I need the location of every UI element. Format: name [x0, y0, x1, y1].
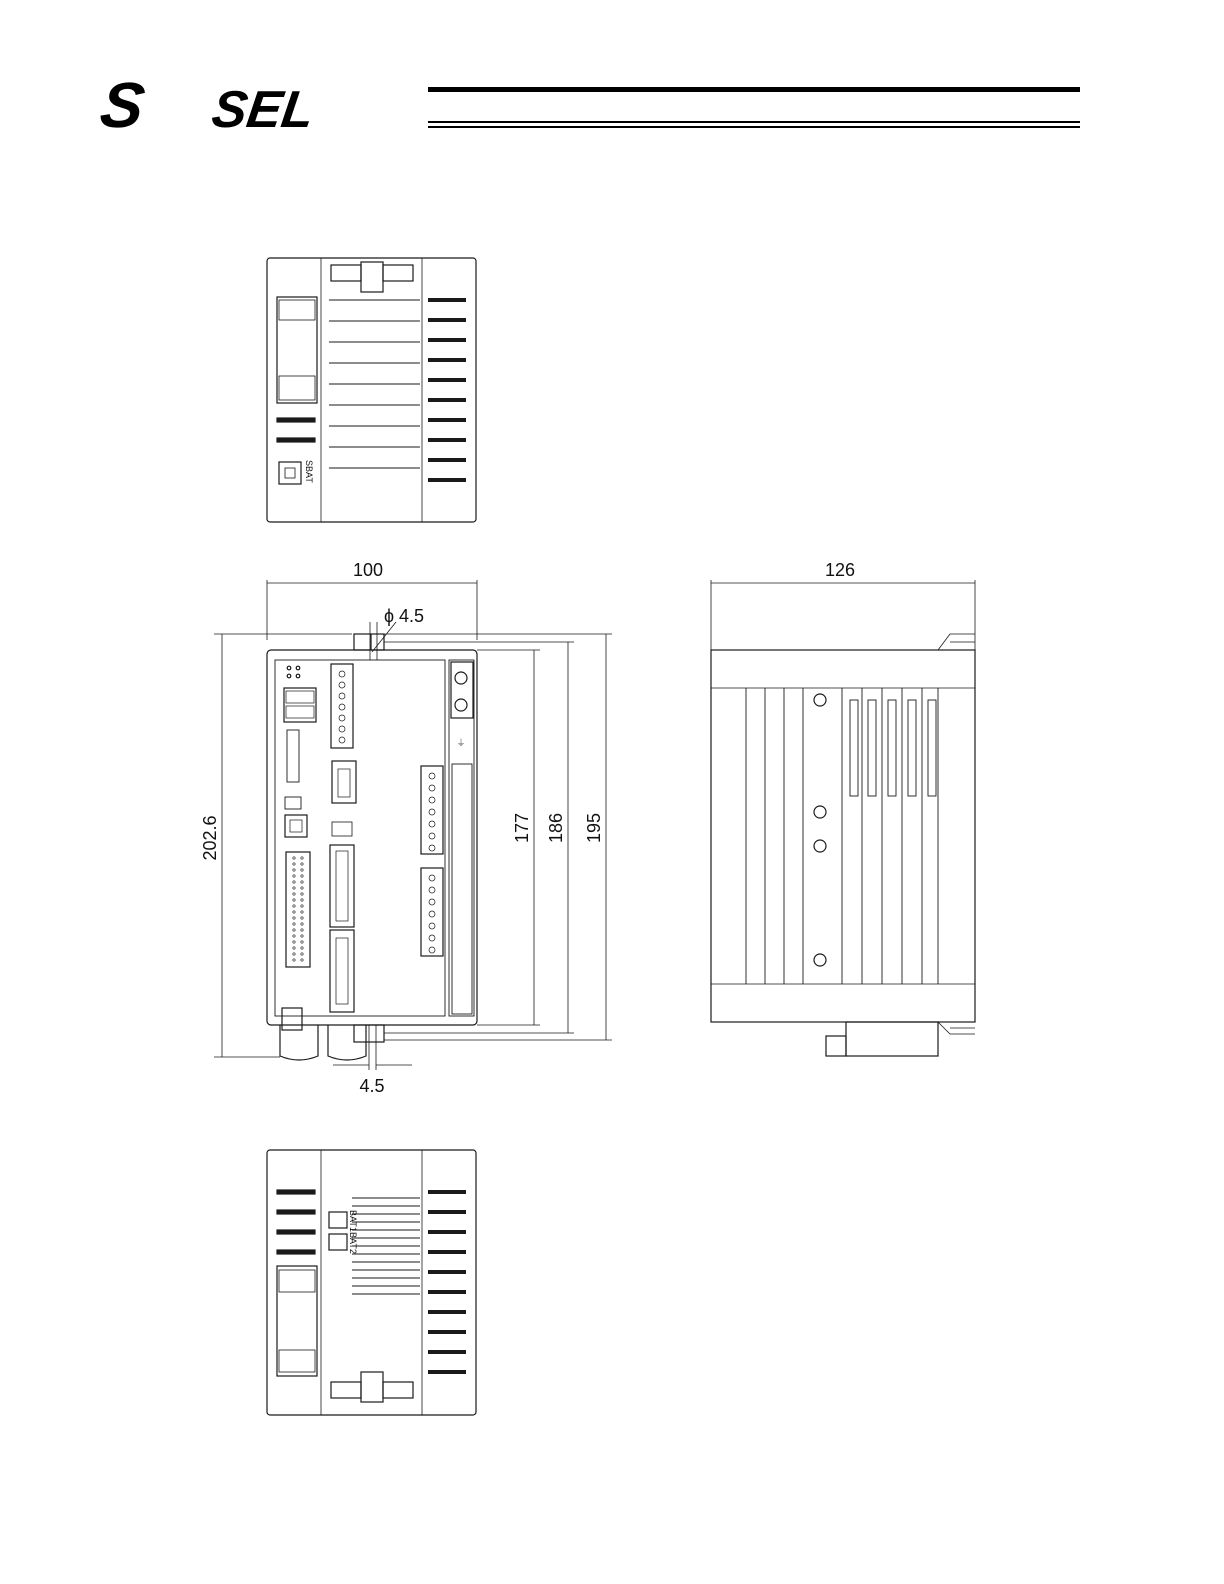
io-pin: [293, 935, 295, 937]
io-pin: [293, 887, 295, 889]
front-motor-terminal: [331, 664, 353, 748]
side-screws: [814, 694, 826, 966]
top-vent-slot: [428, 378, 466, 382]
front-dip-switch: [284, 688, 316, 722]
motor-pin: [339, 682, 345, 688]
io-pin: [293, 863, 295, 865]
io-pin: [301, 923, 303, 925]
top-vent-slot: [428, 478, 466, 482]
io-pin: [301, 881, 303, 883]
front-fuse-holder: [451, 662, 473, 718]
page-header: [96, 69, 1080, 141]
bottom-vent-slot: [428, 1310, 466, 1314]
top-vent-slot: [428, 338, 466, 342]
front-height-dim: 202.6: [200, 815, 220, 861]
front-io-connector: [286, 852, 310, 967]
axis-pin: [429, 797, 435, 803]
front-led-array: [287, 666, 300, 678]
bottom-view: [267, 1150, 476, 1415]
bottom-vent-slot: [428, 1190, 466, 1194]
io-pin: [301, 935, 303, 937]
sbat-label: SBAT: [304, 460, 314, 483]
ground-symbol-icon: ⏚: [456, 738, 466, 748]
io-pin: [301, 899, 303, 901]
io-pin: [301, 887, 303, 889]
front-width-dim: 100: [352, 560, 384, 580]
io-pin: [293, 929, 295, 931]
top-view-outline: [267, 258, 476, 522]
logo-word: SEL: [208, 81, 318, 139]
axis-pin: [429, 935, 435, 941]
io-pin: [301, 857, 303, 859]
bottom-vent-slot: [428, 1330, 466, 1334]
io-pin: [301, 959, 303, 961]
io-pin: [293, 947, 295, 949]
bat1-label: BAT1: [348, 1210, 358, 1232]
io-pin: [301, 893, 303, 895]
motor-pin: [339, 671, 345, 677]
bat2-label: BAT2: [348, 1232, 358, 1254]
axis-pin: [429, 899, 435, 905]
front-encoder-connector-1: [330, 845, 354, 927]
axis-pin: [429, 845, 435, 851]
sbat-connector: [279, 462, 301, 484]
header-rule-thin-1: [428, 121, 1080, 123]
side-depth-dim: 126: [824, 560, 856, 580]
front-encoder-connector-2: [330, 930, 354, 1012]
io-pin: [301, 875, 303, 877]
front-dim-195: 195: [584, 812, 604, 844]
io-pin: [301, 863, 303, 865]
top-vent-slot: [428, 398, 466, 402]
io-pin: [293, 953, 295, 955]
io-pin: [301, 911, 303, 913]
front-hole-dim: ϕ 4.5: [383, 606, 425, 626]
top-connector-housing: [277, 297, 317, 403]
motor-pin: [339, 693, 345, 699]
side-fin-slot: [868, 700, 876, 796]
io-pin: [293, 941, 295, 943]
bottom-vent-slot: [428, 1290, 466, 1294]
motor-pin: [339, 726, 345, 732]
front-slot-dim: 4.5: [359, 1076, 385, 1096]
side-fin-slot: [908, 700, 916, 796]
axis-pin: [429, 923, 435, 929]
io-pin: [301, 917, 303, 919]
axis-pin: [429, 887, 435, 893]
axis-pin: [429, 875, 435, 881]
axis-pin: [429, 809, 435, 815]
io-pin: [293, 959, 295, 961]
axis-pin: [429, 911, 435, 917]
io-pin: [293, 881, 295, 883]
io-pin: [301, 905, 303, 907]
front-dim-177: 177: [512, 812, 532, 844]
io-pin: [293, 857, 295, 859]
logo-letter: S: [96, 69, 149, 141]
axis-pin: [429, 773, 435, 779]
io-pin: [293, 875, 295, 877]
front-usb-port: [285, 815, 307, 837]
top-vent-slot: [428, 318, 466, 322]
io-pin: [293, 905, 295, 907]
io-pin: [293, 923, 295, 925]
io-pin: [301, 869, 303, 871]
front-dim-186: 186: [546, 812, 566, 844]
io-pin: [293, 869, 295, 871]
io-pin: [301, 947, 303, 949]
bat2-connector: [329, 1234, 347, 1250]
bottom-vent-slot: [428, 1210, 466, 1214]
bottom-connector-housing: [277, 1266, 317, 1376]
top-vent-slot: [428, 298, 466, 302]
front-teach-connector: [282, 1008, 302, 1030]
top-vent-slot: [428, 438, 466, 442]
axis-pin: [429, 833, 435, 839]
top-vent-slot: [428, 358, 466, 362]
bottom-vent-slot: [428, 1370, 466, 1374]
bat1-connector: [329, 1212, 347, 1228]
bottom-vent-slot: [428, 1270, 466, 1274]
top-vent-slot: [428, 458, 466, 462]
io-pin: [293, 911, 295, 913]
io-pin: [293, 917, 295, 919]
side-case-outline: [711, 650, 975, 1022]
io-pin: [293, 893, 295, 895]
io-pin: [301, 941, 303, 943]
io-pin: [293, 899, 295, 901]
bottom-vent-slot: [428, 1230, 466, 1234]
bottom-vent-slot: [428, 1350, 466, 1354]
axis-pin: [429, 821, 435, 827]
side-fin-slot: [888, 700, 896, 796]
motor-pin: [339, 704, 345, 710]
top-view: [267, 258, 476, 522]
bottom-vent-slot: [428, 1250, 466, 1254]
axis-pin: [429, 947, 435, 953]
motor-pin: [339, 737, 345, 743]
axis-pin: [429, 785, 435, 791]
io-pin: [301, 929, 303, 931]
motor-pin: [339, 715, 345, 721]
io-pin: [301, 953, 303, 955]
side-view: [711, 580, 975, 1056]
top-vent-slot: [428, 418, 466, 422]
side-fin-slot: [928, 700, 936, 796]
side-fin-slot: [850, 700, 858, 796]
header-rule-thin-2: [428, 126, 1080, 128]
header-rule-thick: [428, 87, 1080, 92]
